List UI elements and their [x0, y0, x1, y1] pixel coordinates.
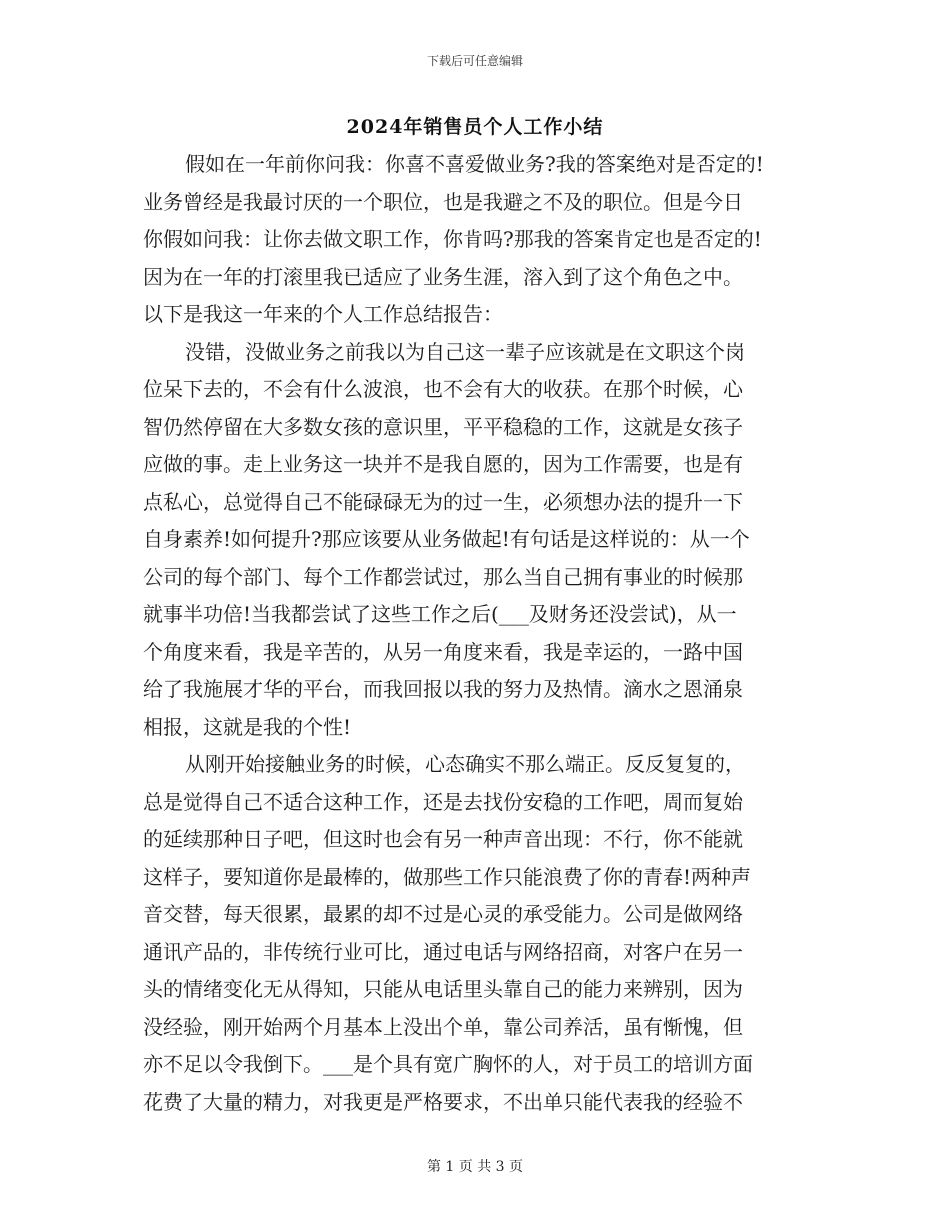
- text-line: 总是觉得自己不适合这种工作，还是去找份安稳的工作吧，周而复始: [143, 789, 743, 814]
- text-line: 音交替，每天很累，最累的却不过是心灵的承受能力。公司是做网络: [143, 902, 743, 926]
- text-line: 给了我施展才华的平台，而我回报以我的努力及热情。滴水之恩涌泉: [143, 677, 743, 701]
- text-line: 就事半功倍!当我都尝试了这些工作之后(___及财务还没尝试)，从一: [143, 602, 737, 626]
- text-line: 业务曾经是我最讨厌的一个职位，也是我避之不及的职位。但是今日: [143, 189, 743, 214]
- text-line: 没经验，刚开始两个月基本上没出个单，靠公司养活，虽有惭愧，但: [143, 1014, 743, 1039]
- text-line: 以下是我这一年来的个人工作总结报告：: [143, 302, 503, 326]
- text-line: 你假如问我：让你去做文职工作，你肯吗?那我的答案肯定也是否定的!: [143, 227, 762, 251]
- text-line: 个角度来看，我是辛苦的，从另一角度来看，我是幸运的，一路中国: [143, 639, 743, 664]
- page-number-footer: 第 1 页 共 3 页: [426, 1159, 524, 1175]
- document-body: [143, 146, 813, 1121]
- text-line: 通讯产品的，非传统行业可比，通过电话与网络招商，对客户在另一: [143, 939, 743, 964]
- page-header-note: 下载后可任意编辑: [426, 54, 523, 68]
- text-line: 应做的事。走上业务这一块并不是我自愿的，因为工作需要，也是有: [143, 452, 743, 476]
- text-line: 自身素养!如何提升?那应该要从业务做起!有句话是这样说的：从一个: [143, 527, 750, 551]
- text-line: 相报，这就是我的个性!: [143, 714, 352, 739]
- text-line: 头的情绪变化无从得知，只能从电话里头靠自己的能力来辨别，因为: [143, 977, 743, 1001]
- text-line: 这样子，要知道你是最棒的，做那些工作只能浪费了你的青春!两种声: [143, 864, 752, 889]
- document-title: 2024年销售员个人工作小结: [346, 116, 604, 138]
- text-line: 的延续那种日子吧，但这时也会有另一种声音出现：不行，你不能就: [143, 827, 743, 851]
- text-line: 没错，没做业务之前我以为自己这一辈子应该就是在文职这个岗: [185, 339, 745, 364]
- text-line: 因为在一年的打滚里我已适应了业务生涯，溶入到了这个角色之中。: [143, 264, 743, 289]
- text-line: 亦不足以令我倒下。___是个具有宽广胸怀的人，对于员工的培训方面: [143, 1052, 753, 1076]
- text-line: 花费了大量的精力，对我更是严格要求，不出单只能代表我的经验不: [143, 1089, 743, 1114]
- text-line: 智仍然停留在大多数女孩的意识里，平平稳稳的工作，这就是女孩子: [143, 414, 743, 439]
- text-line: 公司的每个部门、每个工作都尝试过，那么当自己拥有事业的时候那: [143, 564, 743, 589]
- text-line: 假如在一年前你问我：你喜不喜爱做业务?我的答案绝对是否定的!: [185, 152, 764, 176]
- text-line: 从刚开始接触业务的时候，心态确实不那么端正。反反复复的，: [185, 752, 745, 776]
- text-line: 点私心，总觉得自己不能碌碌无为的过一生，必须想办法的提升一下: [143, 489, 743, 514]
- text-line: 位呆下去的，不会有什么波浪，也不会有大的收获。在那个时候，心: [143, 377, 743, 401]
